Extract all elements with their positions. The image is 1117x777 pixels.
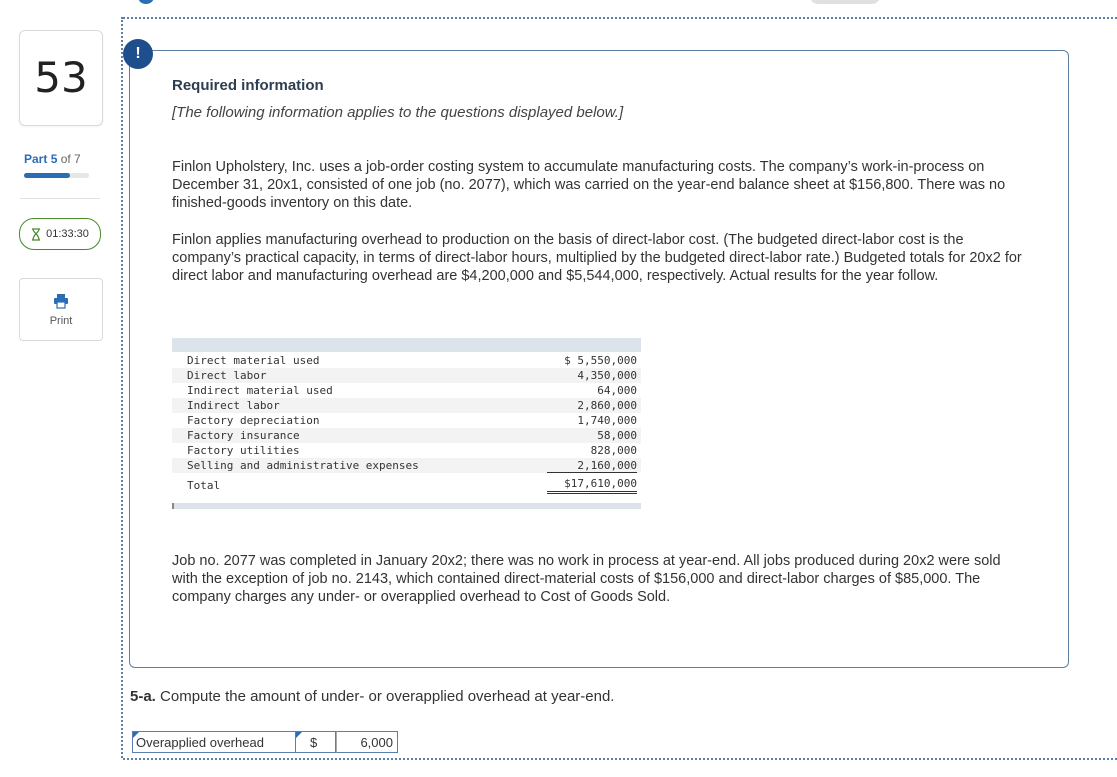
row-label: Factory depreciation — [187, 414, 320, 427]
table-row — [172, 413, 641, 428]
row-value: 64,000 — [597, 384, 637, 397]
table-row — [172, 383, 641, 398]
answer-amount-text: 6,000 — [360, 734, 393, 750]
answer-label-select[interactable] — [132, 731, 296, 753]
question-number-card — [19, 30, 103, 126]
row-label: Indirect labor — [187, 399, 280, 412]
required-info-title: Required information — [172, 77, 324, 94]
table-total-row — [172, 478, 641, 493]
row-label: Factory insurance — [187, 429, 300, 442]
table-header-bar — [172, 338, 641, 352]
flag-icon — [133, 732, 139, 738]
table-row — [172, 353, 641, 368]
part-progress-fill — [24, 173, 70, 178]
print-label: Print — [49, 315, 73, 327]
hourglass-icon — [31, 228, 41, 241]
row-label: Direct labor — [187, 369, 267, 382]
table-row — [172, 443, 641, 458]
row-label: Selling and administrative expenses — [187, 459, 419, 472]
row-value: 58,000 — [597, 429, 637, 442]
part-indicator — [24, 152, 81, 166]
question-number-label: 5-a. — [130, 688, 156, 705]
info-paragraph-1: Finlon Upholstery, Inc. uses a job-order costing system to accumulate manufacturing costs. The company’s work-in-process on December 31, 20x1, consisted of one job (no. 2077), which was carried on the year-end balance sheet at $156,800. There was no finished-goods inventory on this date. — [172, 159, 1006, 211]
table-footer-bar — [172, 503, 641, 509]
part-of-text: of 7 — [60, 152, 81, 166]
table-row — [172, 458, 641, 473]
row-value: 2,860,000 — [577, 399, 637, 412]
alert-icon: ! — [123, 39, 153, 69]
answer-label-text: Overapplied overhead — [136, 734, 264, 750]
top-dotted-border — [123, 17, 1117, 19]
row-value: 2,160,000 — [547, 459, 637, 473]
row-value: 828,000 — [590, 444, 637, 457]
row-value: 1,740,000 — [577, 414, 637, 427]
timer-badge[interactable] — [19, 218, 101, 250]
row-label: Factory utilities — [187, 444, 300, 457]
answer-row — [132, 731, 398, 755]
row-label: Direct material used — [187, 354, 320, 367]
required-info-subtitle: [The following information applies to the questions displayed below.] — [172, 104, 624, 121]
sidebar-divider — [20, 198, 100, 199]
part-current: 5 — [50, 152, 58, 166]
table-row — [172, 398, 641, 413]
row-label: Indirect material used — [187, 384, 333, 397]
row-value: $ 5,550,000 — [564, 354, 637, 367]
left-dotted-border — [121, 17, 123, 758]
question-text: Compute the amount of under- or overapplied overhead at year-end. — [160, 688, 615, 705]
total-value: $17,610,000 — [547, 477, 637, 494]
top-nav-partial-circle — [138, 0, 154, 4]
flag-icon — [296, 732, 302, 738]
part-label: Part — [24, 152, 48, 166]
question-number: 53 — [34, 53, 88, 102]
info-paragraph-3: Job no. 2077 was completed in January 20x2; there was no work in process at year-end. All jobs produced during 20x2 were sold with the exception of job no. 2143, which contained direct-material costs of $156,000 and direct-labor charges of $85,000. The company charges any under- or overapplied overhead to Cost of Goods Sold. — [172, 553, 1001, 605]
row-value: 4,350,000 — [577, 369, 637, 382]
actual-results-table — [172, 338, 641, 509]
bottom-dotted-border — [123, 758, 1117, 760]
part-progress-bar — [24, 173, 89, 178]
top-nav-partial-pill[interactable] — [810, 0, 880, 4]
question-prompt — [130, 688, 614, 705]
currency-symbol: $ — [310, 734, 318, 750]
table-row — [172, 428, 641, 443]
info-paragraph-2: Finlon applies manufacturing overhead to production on the basis of direct-labor cost. (The budgeted direct-labor cost is the company’s practical capacity, in terms of direct-labor hours, multiplied by the budgeted direct-labor rate.) Budgeted totals for 20x2 for direct labor and manufacturing overhead are $4,200,000 and $5,544,000, respectively. Actual results for the year follow. — [172, 232, 1022, 284]
table-row — [172, 368, 641, 383]
timer-text: 01:33:30 — [46, 228, 89, 240]
total-label: Total — [187, 479, 221, 492]
answer-amount-input[interactable] — [336, 731, 398, 753]
print-button[interactable] — [19, 278, 103, 341]
currency-cell — [296, 731, 336, 753]
printer-icon — [53, 293, 69, 309]
